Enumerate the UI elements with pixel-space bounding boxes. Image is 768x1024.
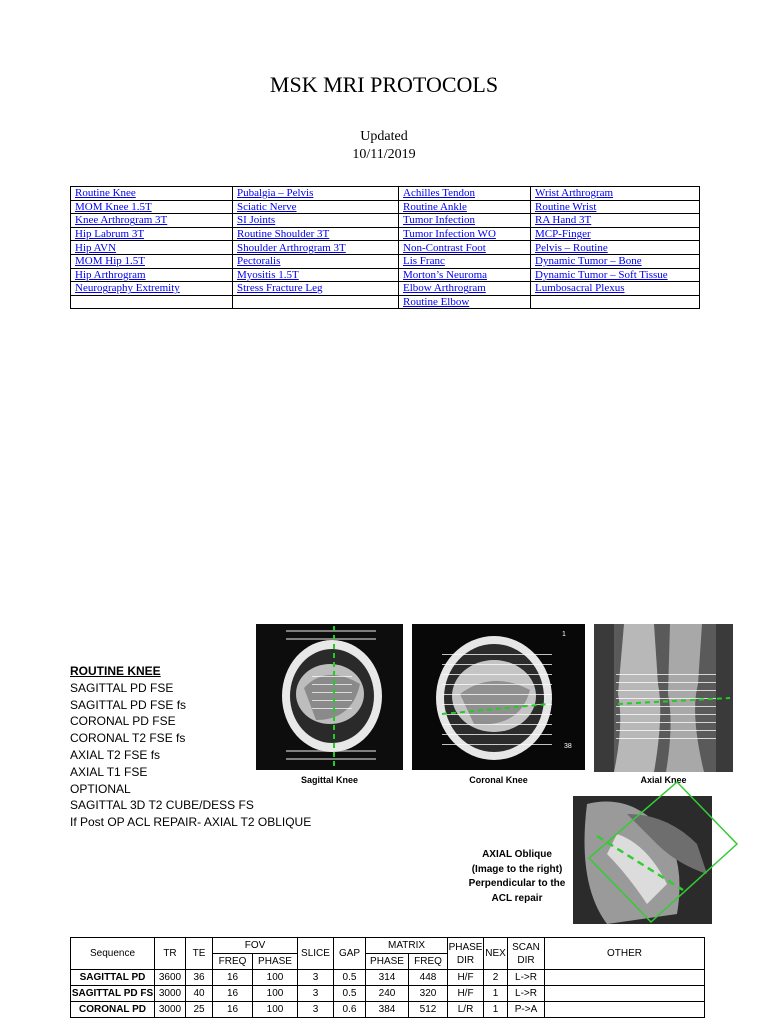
protocol-link[interactable]: Stress Fracture Leg: [237, 282, 323, 295]
protocol-link[interactable]: RA Hand 3T: [535, 214, 592, 227]
index-cell: [233, 282, 399, 296]
protocol-link[interactable]: Dynamic Tumor – Bone: [535, 255, 642, 268]
index-cell: [531, 214, 700, 228]
coronal-knee-graphic: [412, 624, 585, 770]
index-row: [71, 227, 700, 241]
sequence-value: 314: [366, 970, 409, 986]
protocol-line: SAGITTAL 3D T2 CUBE/DESS FS: [70, 798, 254, 813]
protocol-link[interactable]: Non-Contrast Foot: [403, 241, 486, 254]
col-tr: TR: [155, 938, 186, 970]
protocol-link[interactable]: Routine Knee: [75, 187, 136, 200]
protocol-heading: ROUTINE KNEE: [70, 664, 161, 678]
index-cell: [233, 200, 399, 214]
index-cell: [233, 214, 399, 228]
index-cell: [233, 268, 399, 282]
sequence-value: 3000: [155, 986, 186, 1002]
protocol-line: CORONAL PD FSE: [70, 714, 176, 729]
protocol-link[interactable]: Pectoralis: [237, 255, 281, 268]
protocol-link[interactable]: Lumbosacral Plexus: [535, 282, 625, 295]
sequence-name: CORONAL PD: [71, 1002, 155, 1018]
index-cell: [71, 241, 233, 255]
col-matrix-freq: FREQ: [409, 954, 448, 970]
sequence-value: 1: [484, 1002, 508, 1018]
sequence-value: 0.6: [334, 1002, 366, 1018]
index-row: [71, 214, 700, 228]
oblique-note-line: AXIAL Oblique: [482, 849, 552, 860]
protocol-link[interactable]: MOM Knee 1.5T: [75, 200, 152, 213]
sequence-value: 16: [213, 986, 253, 1002]
index-cell: [71, 200, 233, 214]
coronal-slice-label-bottom: 38: [564, 743, 572, 750]
sequence-value: L->R: [508, 986, 545, 1002]
sagittal-knee-caption: Sagittal Knee: [300, 775, 358, 785]
page-title: MSK MRI PROTOCOLS: [269, 72, 499, 97]
sequence-value: H/F: [448, 986, 484, 1002]
protocol-link[interactable]: Dynamic Tumor – Soft Tissue: [535, 268, 668, 281]
axial-oblique-graphic: [567, 774, 737, 924]
sequence-row: [71, 1002, 705, 1018]
index-row: [71, 187, 700, 201]
protocol-link[interactable]: MCP-Finger: [535, 228, 591, 241]
sequence-value: 0.5: [334, 970, 366, 986]
col-fov-freq: FREQ: [213, 954, 253, 970]
sequence-value: 16: [213, 970, 253, 986]
sequence-value: 320: [409, 986, 448, 1002]
protocol-line: If Post OP ACL REPAIR- AXIAL T2 OBLIQUE: [70, 815, 312, 830]
sequence-value: 100: [253, 986, 298, 1002]
protocol-link[interactable]: Shoulder Arthrogram 3T: [237, 241, 346, 254]
protocol-link[interactable]: Wrist Arthrogram: [535, 187, 614, 200]
index-cell: [233, 295, 399, 309]
protocol-link[interactable]: Neurography Extremity: [75, 282, 180, 295]
index-row: [71, 268, 700, 282]
sequence-value: 3: [298, 986, 334, 1002]
protocol-link[interactable]: Pelvis – Routine: [535, 241, 608, 254]
index-row: [71, 282, 700, 296]
index-row: [71, 254, 700, 268]
sequence-value: 3: [298, 1002, 334, 1018]
col-gap: GAP: [334, 938, 366, 970]
index-cell: [71, 227, 233, 241]
protocol-link[interactable]: Routine Ankle: [403, 200, 467, 213]
updated-date: 10/11/2019: [352, 147, 416, 162]
sequence-value: 100: [253, 970, 298, 986]
index-cell: [233, 187, 399, 201]
protocol-line: AXIAL T2 FSE fs: [70, 747, 161, 762]
col-scan-dir: SCAN DIR: [508, 938, 545, 970]
col-matrix: MATRIX: [366, 938, 448, 954]
protocol-link[interactable]: SI Joints: [237, 214, 276, 227]
sequence-value: 384: [366, 1002, 409, 1018]
sequence-value: L->R: [508, 970, 545, 986]
protocol-line: CORONAL T2 FSE fs: [70, 731, 186, 746]
index-cell: [399, 187, 531, 201]
index-cell: [399, 282, 531, 296]
sequence-value: H/F: [448, 970, 484, 986]
updated-block: [0, 128, 768, 164]
updated-label: Updated: [360, 129, 408, 144]
sequence-value: 1: [484, 986, 508, 1002]
sequence-value: 25: [186, 1002, 213, 1018]
sequence-value: [545, 986, 705, 1002]
index-cell: [71, 254, 233, 268]
sequence-value: 100: [253, 1002, 298, 1018]
index-cell: [233, 227, 399, 241]
protocol-link[interactable]: Hip AVN: [75, 241, 117, 254]
sagittal-knee-graphic: [256, 624, 403, 770]
index-row: [71, 200, 700, 214]
protocol-link[interactable]: Myositis 1.5T: [237, 268, 299, 281]
protocol-link[interactable]: Routine Shoulder 3T: [237, 228, 330, 241]
index-cell: [71, 214, 233, 228]
protocol-link[interactable]: Morton’s Neuroma: [403, 268, 488, 281]
sequence-value: [545, 1002, 705, 1018]
coronal-knee-caption: Coronal Knee: [469, 775, 528, 785]
sequence-value: 0.5: [334, 986, 366, 1002]
sequence-value: [545, 970, 705, 986]
protocol-link[interactable]: Hip Arthrogram: [75, 268, 146, 281]
index-cell: [531, 227, 700, 241]
sequence-row: [71, 970, 705, 986]
col-other: OTHER: [545, 938, 705, 970]
col-nex: NEX: [484, 938, 508, 970]
oblique-note-line: (Image to the right): [471, 863, 563, 875]
index-cell: [399, 254, 531, 268]
col-matrix-phase: PHASE: [366, 954, 409, 970]
protocol-link[interactable]: MOM Hip 1.5T: [75, 255, 145, 268]
protocol-link[interactable]: Hip Labrum 3T: [75, 228, 145, 241]
axial-knee-graphic: [594, 624, 733, 772]
index-cell: [531, 254, 700, 268]
protocol-link[interactable]: Routine Elbow: [403, 296, 470, 309]
sequence-value: 448: [409, 970, 448, 986]
protocol-link[interactable]: Lis Franc: [403, 255, 445, 268]
sequence-value: 3600: [155, 970, 186, 986]
index-cell: [531, 268, 700, 282]
sequence-value: 16: [213, 1002, 253, 1018]
col-fov-phase: PHASE: [253, 954, 298, 970]
col-slice: SLICE: [298, 938, 334, 970]
index-cell: [233, 254, 399, 268]
index-cell: [531, 241, 700, 255]
protocol-link[interactable]: Pubalgia – Pelvis: [237, 187, 314, 200]
protocol-line: OPTIONAL: [70, 781, 131, 796]
sequence-value: 512: [409, 1002, 448, 1018]
col-phase-dir: PHASE DIR: [448, 938, 484, 970]
index-cell: [233, 241, 399, 255]
index-cell: [531, 295, 700, 309]
axial-oblique-image: [573, 796, 712, 924]
col-te: TE: [186, 938, 213, 970]
protocol-link[interactable]: Elbow Arthrogram: [403, 282, 486, 295]
sequence-name: SAGITTAL PD: [71, 970, 155, 986]
sequence-row: [71, 986, 705, 1002]
index-row: [71, 295, 700, 309]
index-cell: [71, 268, 233, 282]
protocol-link[interactable]: Tumor Infection WO: [403, 228, 496, 241]
sequence-value: 3: [298, 970, 334, 986]
axial-knee-caption: Axial Knee: [640, 775, 687, 785]
index-cell: [399, 268, 531, 282]
protocol-index-table: [70, 186, 700, 309]
axial-oblique-note: [462, 848, 572, 906]
sequence-value: 40: [186, 986, 213, 1002]
oblique-note-line: ACL repair: [491, 892, 543, 904]
protocol-line: SAGITTAL PD FSE: [70, 680, 174, 695]
index-cell: [531, 282, 700, 296]
col-sequence: Sequence: [71, 938, 155, 970]
coronal-knee-image: [412, 624, 585, 770]
index-cell: [399, 200, 531, 214]
index-cell: [71, 295, 233, 309]
index-cell: [399, 241, 531, 255]
protocol-line: AXIAL T1 FSE: [70, 764, 148, 779]
sequence-value: 36: [186, 970, 213, 986]
sequence-value: 3000: [155, 1002, 186, 1018]
protocol-link[interactable]: Tumor Infection: [403, 214, 476, 227]
index-cell: [71, 187, 233, 201]
sequence-name: SAGITTAL PD FS: [71, 986, 155, 1002]
axial-knee-image: [594, 624, 733, 772]
protocol-link[interactable]: Knee Arthrogram 3T: [75, 214, 168, 227]
protocol-link[interactable]: Sciatic Nerve: [237, 200, 297, 213]
index-row: [71, 241, 700, 255]
index-cell: [399, 214, 531, 228]
sequence-value: P->A: [508, 1002, 545, 1018]
index-cell: [71, 282, 233, 296]
sagittal-knee-image: [256, 624, 403, 770]
index-cell: [399, 227, 531, 241]
sequence-value: 2: [484, 970, 508, 986]
sequence-value: 240: [366, 986, 409, 1002]
coronal-slice-label-top: 1: [562, 631, 566, 638]
oblique-note-line: Perpendicular to the: [468, 878, 566, 889]
index-cell: [399, 295, 531, 309]
protocol-line: SAGITTAL PD FSE fs: [70, 697, 187, 712]
protocol-link[interactable]: Routine Wrist: [535, 200, 597, 213]
index-cell: [531, 187, 700, 201]
index-cell: [531, 200, 700, 214]
sequence-parameters-table: [70, 937, 705, 1018]
col-fov: FOV: [213, 938, 298, 954]
sequence-value: L/R: [448, 1002, 484, 1018]
sequence-header-row: [71, 938, 705, 954]
protocol-link[interactable]: Achilles Tendon: [403, 187, 476, 200]
